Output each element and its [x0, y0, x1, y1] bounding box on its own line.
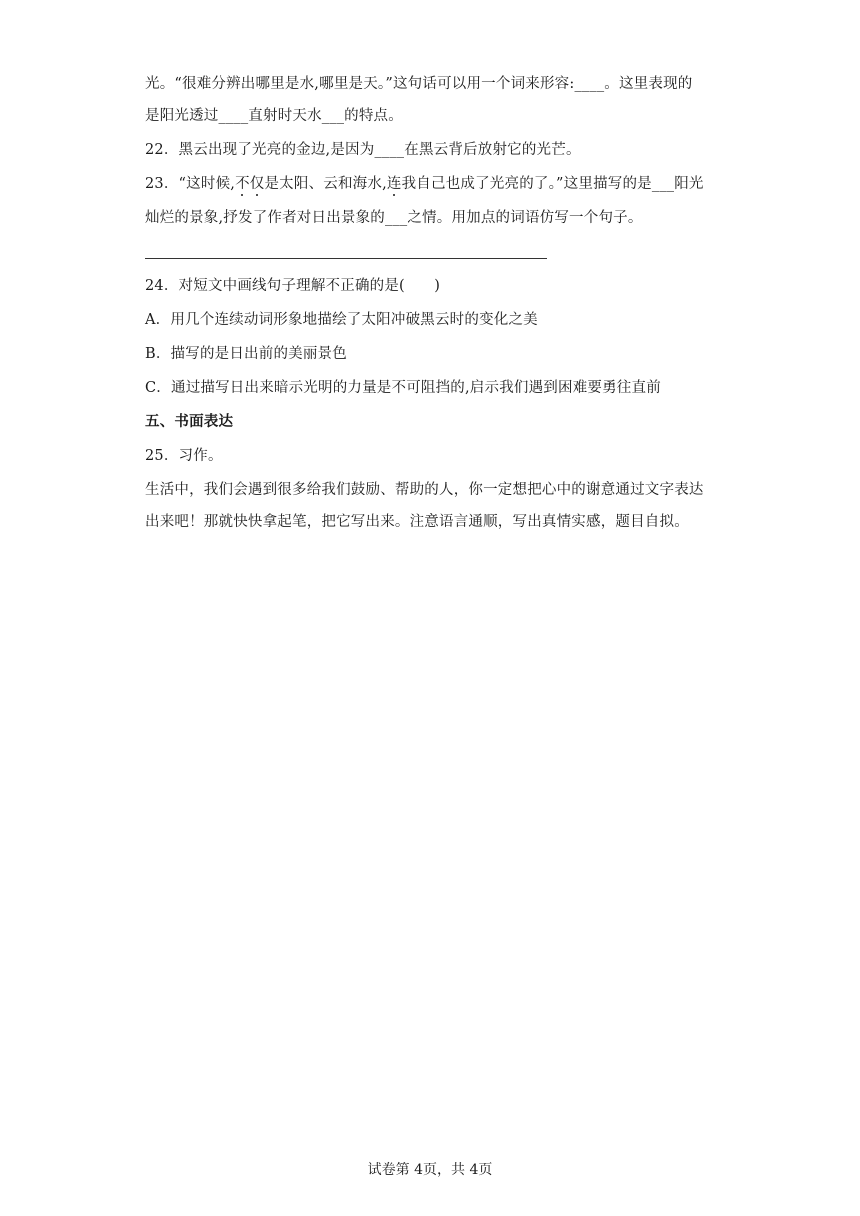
page-footer: 试卷第 4页，共 4页 [367, 1162, 493, 1178]
question-25-prompt-line-1: 生活中，我们会遇到很多给我们鼓励、帮助的人，你一定想把心中的谢意通过文字表达 [145, 482, 704, 498]
answer-line[interactable] [145, 258, 547, 259]
q23-text-mid: 是太阳、云和海水, [264, 176, 387, 192]
emphasis-dot-char: 仅 [249, 176, 265, 192]
option-c[interactable]: C．通过描写日出来暗示光明的力量是不可阻挡的,启示我们遇到困难要勇往直前 [145, 380, 661, 396]
section-heading-5: 五、书面表达 [145, 414, 234, 430]
question-25: 25．习作。 [145, 448, 223, 464]
text-line-2: 是阳光透过____直射时天水___的特点。 [145, 108, 403, 124]
option-a[interactable]: A．用几个连续动词形象地描绘了太阳冲破黑云时的变化之美 [145, 312, 538, 328]
text-line-1: 光。“很难分辨出哪里是水,哪里是天。”这句话可以用一个词来形容:____。这里表现的 [145, 76, 693, 92]
q23-text-start: 23．“这时候, [145, 176, 236, 192]
question-22: 22．黑云出现了光亮的金边,是因为____在黑云背后放射它的光芒。 [145, 142, 581, 158]
emphasis-dot-char: 连 [386, 176, 402, 192]
emphasis-dot-char: 不 [235, 176, 250, 192]
question-23-line-1 [145, 174, 704, 194]
option-b[interactable]: B．描写的是日出前的美丽景色 [145, 346, 347, 362]
q23-text-end: 我自己也成了光亮的了。”这里描写的是___阳光 [401, 176, 704, 192]
question-24: 24．对短文中画线句子理解不正确的是( ) [145, 278, 441, 294]
question-25-prompt-line-2: 出来吧！那就快快拿起笔，把它写出来。注意语言通顺，写出真情实感，题目自拟。 [145, 514, 689, 530]
question-23-line-2: 灿烂的景象,抒发了作者对日出景象的___之情。用加点的词语仿写一个句子。 [145, 210, 643, 226]
